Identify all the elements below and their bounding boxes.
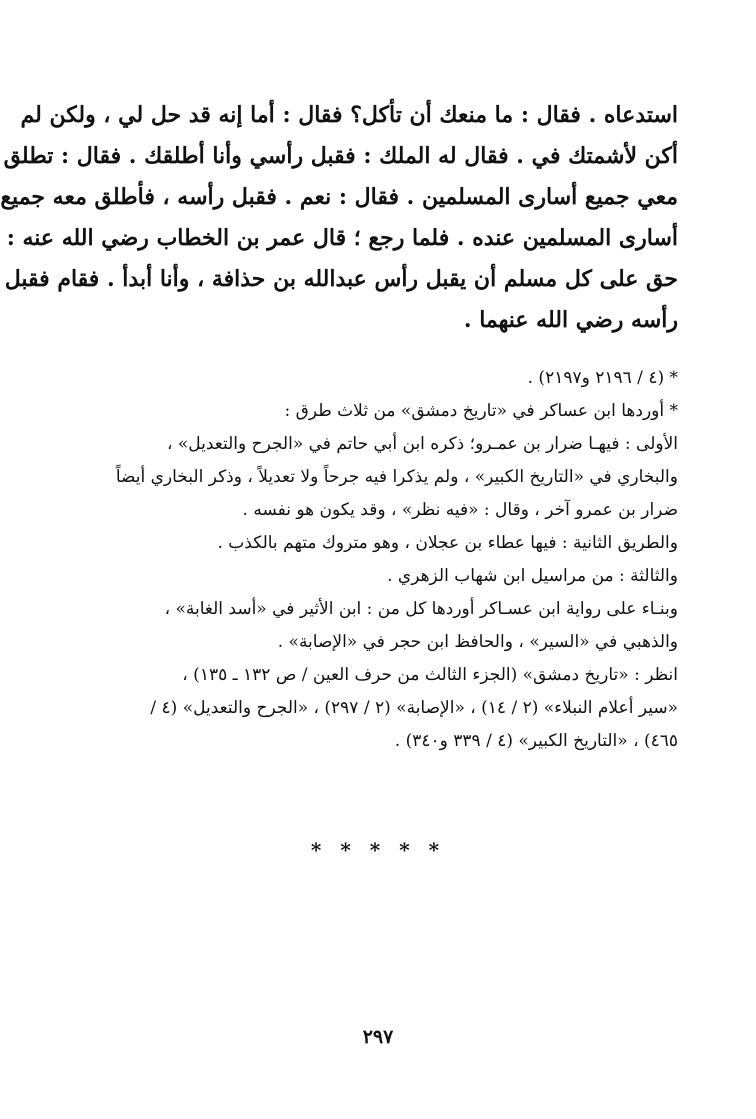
main-text-line: حق على كل مسلم أن يقبل رأس عبدالله بن حذافة ، وأنا أبدأ . فقام فقبل	[4, 266, 678, 292]
main-text-line: معي جميع أسارى المسلمين . فقال : نعم . فقبل رأسه ، فأطلق معه جميع	[0, 184, 678, 210]
footnotes	[70, 362, 678, 758]
footnote-line: والثالثة : من مراسيل ابن شهاب الزهري .	[387, 566, 678, 586]
footnote-line: * أوردها ابن عساكر في «تاريخ دمشق» من ثلاث طرق :	[284, 401, 678, 421]
main-text-line: أكن لأشمتك في . فقال له الملك : فقبل رأسي وأنا أطلقك . فقال : تطلق	[3, 143, 678, 169]
footnote-line: ضرار بن عمرو آخر ، وقال : «فيه نظر» ، وقد يكون هو نفسه .	[242, 500, 678, 520]
footnote-line: الأولى : فيهـا ضرار بن عمـرو؛ ذكره ابن أبي حاتم في «الجرح والتعديل» ،	[166, 434, 678, 454]
footnote-line: وبنـاء على رواية ابن عسـاكر أوردها كل من : ابن الأثير في «أسد الغابة» ،	[164, 599, 678, 619]
footnote-line: والذهبي في «السير» ، والحافظ ابن حجر في «الإصابة» .	[277, 632, 678, 652]
main-text-line: رأسه رضي الله عنهما .	[463, 307, 678, 333]
footnote-line: انظر : «تاريخ دمشق» (الجزء الثالث من حرف العين / ص ١٣٢ ـ ١٣٥) ،	[182, 665, 678, 685]
main-text-line: أسارى المسلمين عنده . فلما رجع ؛ قال عمر بن الخطاب رضي الله عنه :	[6, 225, 678, 251]
footnote-line: والطريق الثانية : فيها عطاء بن عجلان ، وهو متروك متهم بالكذب .	[217, 533, 678, 553]
footnote-line: * (٤ / ٢١٩٦ و٢١٩٧) .	[527, 368, 678, 388]
footnote-line: ٤٦٥) ، «التاريخ الكبير» (٤ / ٣٣٩ و٣٤٠) .	[394, 731, 678, 751]
footnote-line: والبخاري في «التاريخ الكبير» ، ولم يذكرا فيه جرحاً ولا تعديلاً ، وذكر البخاري أيضاً	[115, 467, 678, 487]
page-number: ٢٩٧	[362, 1026, 394, 1048]
footnote-line: «سير أعلام النبلاء» (٢ / ١٤) ، «الإصابة» (٢ / ٢٩٧) ، «الجرح والتعديل» (٤ /	[150, 698, 678, 718]
section-separator: * * * * *	[310, 838, 446, 862]
main-text	[0, 95, 678, 341]
main-text-line: استدعاه . فقال : ما منعك أن تأكل؟ فقال : أما إنه قد حل لي ، ولكن لم	[20, 102, 678, 128]
